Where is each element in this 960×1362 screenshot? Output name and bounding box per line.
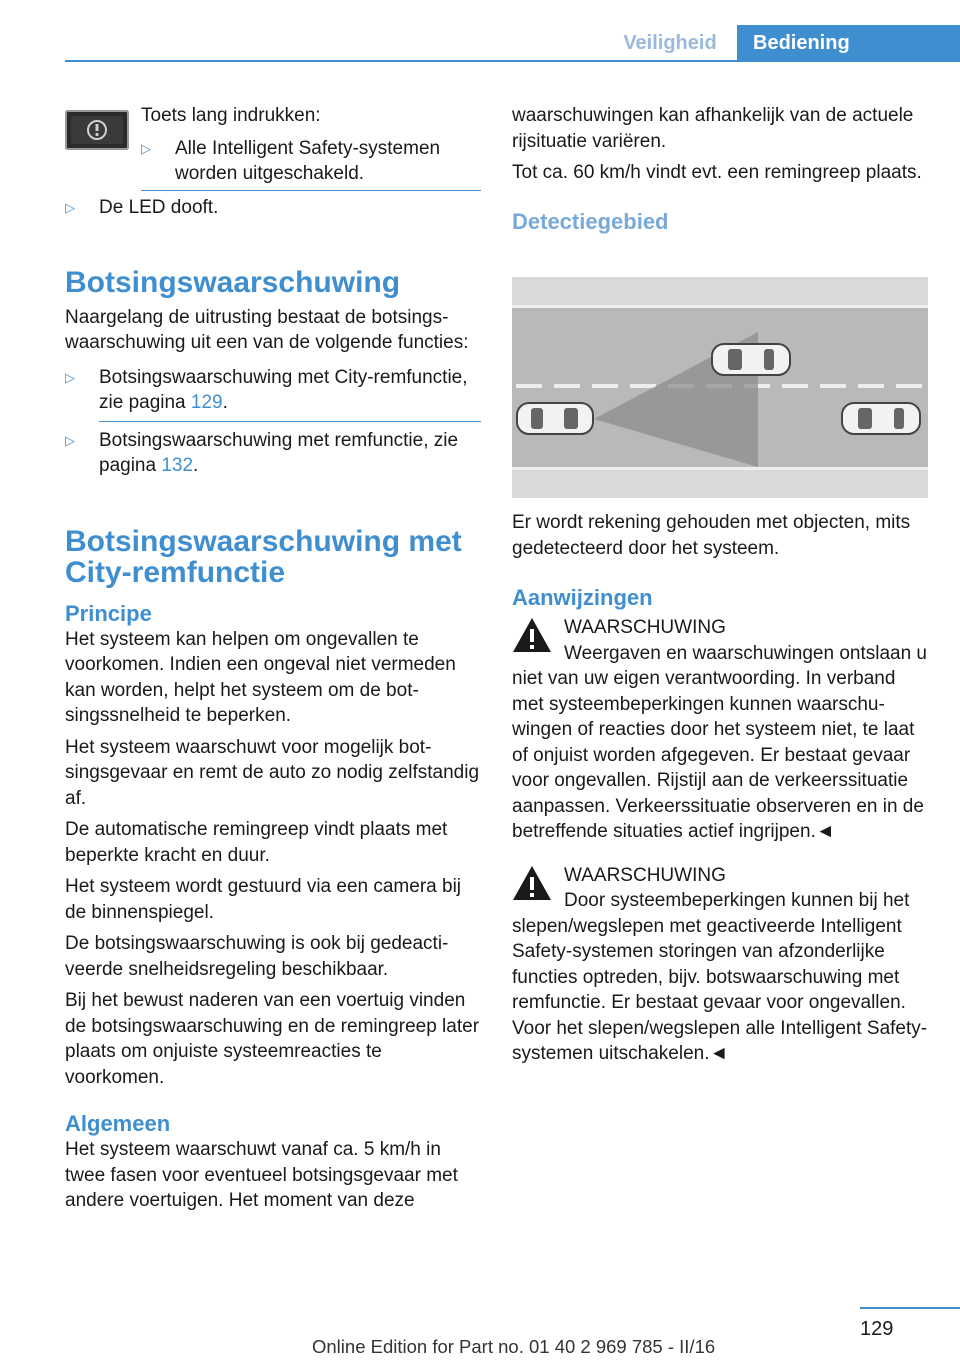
own-car bbox=[517, 403, 593, 434]
button-icon bbox=[65, 110, 129, 150]
warning-text: Weergaven en waarschuwingen ontslaan u niet van uw eigen verantwoording. In verband met systeembeperkingen kunnen waarschuwingen of reacties door het systeem niet, te laat of onjuist worden afgegeven. Er bestaat gevaar voor ongevallen. Rijstijl aan de verkeerssituatie aanpassen. Verkeerssituatie observeren en in de betreffende situaties actief ingrijpen.◄ bbox=[512, 642, 927, 842]
paragraph: Er wordt rekening gehouden met objecten, mits gedetecteerd door het systeem. bbox=[512, 512, 911, 559]
page-number: 129 bbox=[860, 1318, 894, 1340]
page-link-132[interactable]: 132 bbox=[161, 455, 194, 476]
right-column-bottom bbox=[512, 510, 928, 1067]
paragraph: Bij het bewust naderen van een voertuig vinden de botsingswaarschuwing en de remingreep later plaats om onjuiste systeemreacties te voorkomen. bbox=[65, 990, 480, 1088]
heading-detectiegebied: Detectiegebied bbox=[512, 208, 669, 234]
footer-rule bbox=[860, 1307, 960, 1309]
car-ahead-same-lane bbox=[842, 403, 920, 434]
paragraph: De automatische remingreep vindt plaats met beperkte kracht en duur. bbox=[65, 819, 448, 866]
warning-block bbox=[512, 615, 928, 845]
heading-aanwijzingen: Aanwijzingen bbox=[512, 585, 653, 610]
edition-note: Online Edition for Part no. 01 40 2 969 785 - II/16 bbox=[312, 1336, 716, 1357]
heading-algemeen: Algemeen bbox=[65, 1111, 171, 1136]
list-item: ▷ De LED dooft. bbox=[65, 195, 481, 221]
paragraph: Het systeem waarschuwt voor mogelijk botsingsgevaar en remt de auto zo nodig zelfstandig af. bbox=[65, 736, 480, 809]
detection-area-illustration bbox=[512, 277, 928, 498]
list-item: ▷ Botsingswaarschuwing met City-remfunctie, zie pagina 129. bbox=[65, 365, 481, 416]
heading-botsingswaarschuwing: Botsingswaarschuwing bbox=[65, 265, 401, 299]
warning-title: WAARSCHUWING bbox=[564, 864, 726, 886]
paragraph: Het systeem waarschuwt vanaf ca. 5 km/h in twee fasen voor eventueel botsingsgevaar met andere voertuigen. Het moment van deze bbox=[65, 1139, 458, 1211]
paragraph: Het systeem wordt gestuurd via een camera bij de binnenspiegel. bbox=[65, 876, 462, 923]
warning-title: WAARSCHUWING bbox=[564, 617, 726, 638]
button-instruction-text: Toets lang indrukken: bbox=[141, 105, 321, 126]
left-column bbox=[65, 195, 481, 1214]
tab-veiligheid[interactable]: Veiligheid bbox=[623, 32, 717, 54]
paragraph: Het systeem kan helpen om ongevallen te voorkomen. Indien een ongeval niet vermeden kan worden, helpt het systeem om de botsingssnelheid te beperken. bbox=[65, 628, 456, 726]
right-column-top bbox=[512, 103, 928, 235]
list-item: ▷ Alle Intelligent Safety-systemen worden uitgeschakeld. bbox=[141, 136, 481, 187]
warning-triangle-icon bbox=[512, 617, 552, 653]
warning-triangle-icon bbox=[512, 865, 552, 901]
paragraph: Tot ca. 60 km/h vindt evt. een remingreep plaats. bbox=[512, 162, 922, 183]
heading-city-remfunctie: Botsingswaarschuwing met City-remfunctie bbox=[65, 524, 462, 589]
paragraph: waarschuwingen kan afhankelijk van de actuele rijsituatie variëren. bbox=[512, 105, 914, 152]
tab-bediening[interactable]: Bediening bbox=[737, 25, 960, 62]
car-ahead-left-lane bbox=[712, 344, 790, 375]
button-instructions bbox=[141, 103, 481, 187]
paragraph: Naargelang de uitrusting bestaat de botsingswaarschuwing uit een van de volgende functies: bbox=[65, 306, 469, 353]
warning-text: Door systeembeperkingen kunnen bij het slepen/wegslepen met geactiveerde Intelligent Safety-systemen storingen van afzonderlijke functies optreden, bijv. botswaarschuwing met remfunctie. Er bestaat gevaar voor ongevallen. Voor het slepen/wegslepen alle Intelligent Safety-systemen uitschakelen.◄ bbox=[512, 890, 928, 1064]
warning-block bbox=[512, 863, 928, 1067]
heading-principe: Principe bbox=[65, 600, 152, 626]
header-rule bbox=[65, 60, 960, 62]
list-item: ▷ Botsingswaarschuwing met remfunctie, zie pagina 132. bbox=[65, 428, 481, 479]
page-link-129[interactable]: 129 bbox=[190, 392, 223, 413]
paragraph: De botsingswaarschuwing is ook bij gedeactiveerde snelheidsregeling beschikbaar. bbox=[65, 933, 449, 980]
